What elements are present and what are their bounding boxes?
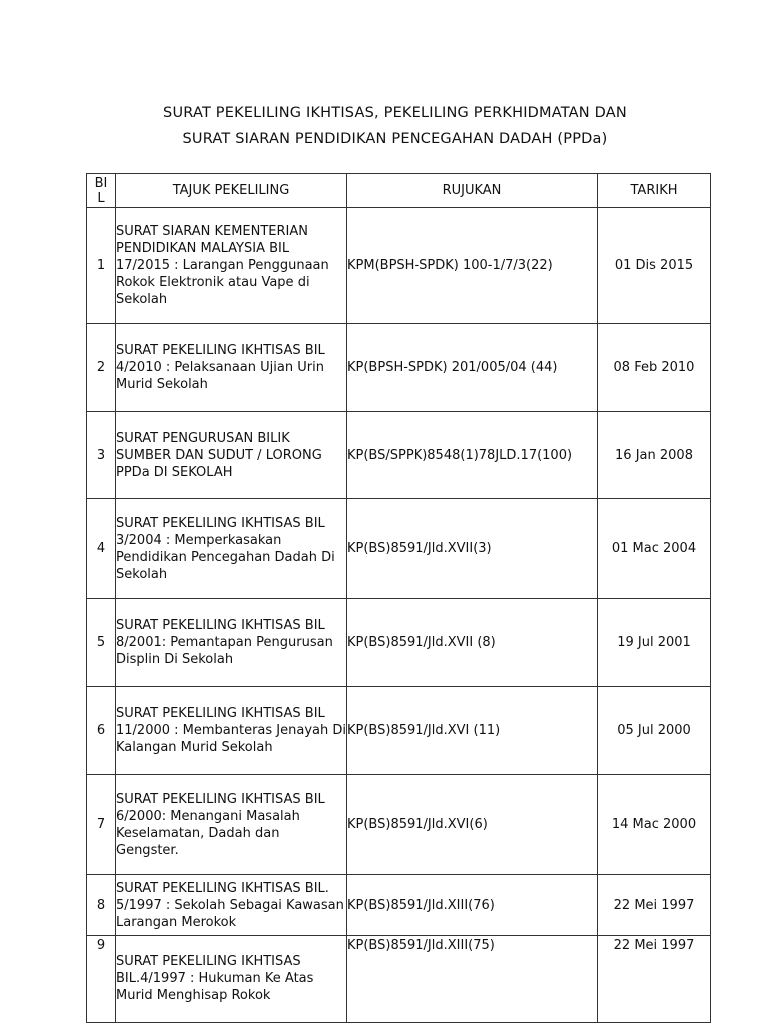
table-row bbox=[87, 936, 711, 1023]
cell-bil: 9 bbox=[87, 936, 116, 1023]
cell-bil: 8 bbox=[87, 875, 116, 936]
circulars-table bbox=[86, 173, 711, 1023]
header-bil bbox=[87, 174, 116, 208]
table-row bbox=[87, 324, 711, 412]
cell-tarikh: 05 Jul 2000 bbox=[598, 687, 711, 775]
cell-tarikh: 01 Dis 2015 bbox=[598, 208, 711, 324]
table-header-row bbox=[87, 174, 711, 208]
table-row bbox=[87, 412, 711, 499]
cell-tajuk: SURAT PEKELILING IKHTISAS BIL 4/2010 : Pelaksanaan Ujian Urin Murid Sekolah bbox=[116, 324, 347, 412]
table-row bbox=[87, 687, 711, 775]
header-tajuk: TAJUK PEKELILING bbox=[116, 174, 347, 208]
table-row bbox=[87, 208, 711, 324]
cell-tarikh: 22 Mei 1997 bbox=[598, 936, 711, 1023]
cell-rujukan: KP(BS)8591/Jld.XVII(3) bbox=[347, 499, 598, 599]
cell-tarikh: 14 Mac 2000 bbox=[598, 775, 711, 875]
cell-rujukan: KPM(BPSH-SPDK) 100-1/7/3(22) bbox=[347, 208, 598, 324]
cell-rujukan: KP(BS)8591/Jld.XIII(76) bbox=[347, 875, 598, 936]
header-tarikh: TARIKH bbox=[598, 174, 711, 208]
cell-bil: 5 bbox=[87, 599, 116, 687]
document-title bbox=[0, 100, 768, 152]
cell-rujukan: KP(BS)8591/Jld.XIII(75) bbox=[347, 936, 598, 1023]
cell-bil: 7 bbox=[87, 775, 116, 875]
table-row bbox=[87, 775, 711, 875]
cell-tajuk: SURAT PEKELILING IKHTISAS BIL 3/2004 : Memperkasakan Pendidikan Pencegahan Dadah Di Sekolah bbox=[116, 499, 347, 599]
cell-tarikh: 22 Mei 1997 bbox=[598, 875, 711, 936]
cell-tajuk: SURAT PENGURUSAN BILIK SUMBER DAN SUDUT / LORONG PPDa DI SEKOLAH bbox=[116, 412, 347, 499]
cell-tajuk: SURAT SIARAN KEMENTERIAN PENDIDIKAN MALAYSIA BIL 17/2015 : Larangan Penggunaan Rokok Elektronik atau Vape di Sekolah bbox=[116, 208, 347, 324]
cell-bil: 6 bbox=[87, 687, 116, 775]
cell-tajuk: SURAT PEKELILING IKHTISAS BIL. 5/1997 : Sekolah Sebagai Kawasan Larangan Merokok bbox=[116, 875, 347, 936]
cell-rujukan: KP(BS/SPPK)8548(1)78JLD.17(100) bbox=[347, 412, 598, 499]
cell-bil: 4 bbox=[87, 499, 116, 599]
table-row bbox=[87, 875, 711, 936]
cell-rujukan: KP(BPSH-SPDK) 201/005/04 (44) bbox=[347, 324, 598, 412]
cell-tajuk: SURAT PEKELILING IKHTISAS BIL 11/2000 : Membanteras Jenayah Di Kalangan Murid Sekolah bbox=[116, 687, 347, 775]
cell-tajuk: SURAT PEKELILING IKHTISAS BIL 8/2001: Pemantapan Pengurusan Displin Di Sekolah bbox=[116, 599, 347, 687]
cell-tajuk: SURAT PEKELILING IKHTISAS BIL.4/1997 : Hukuman Ke Atas Murid Menghisap Rokok bbox=[116, 936, 347, 1023]
title-line-1: SURAT PEKELILING IKHTISAS, PEKELILING PERKHIDMATAN DAN bbox=[163, 105, 627, 121]
header-bil-line-2: L bbox=[97, 190, 105, 206]
cell-bil: 1 bbox=[87, 208, 116, 324]
cell-tarikh: 19 Jul 2001 bbox=[598, 599, 711, 687]
cell-tarikh: 08 Feb 2010 bbox=[598, 324, 711, 412]
header-rujukan: RUJUKAN bbox=[347, 174, 598, 208]
header-bil-line-1: BI bbox=[94, 175, 108, 191]
cell-bil: 3 bbox=[87, 412, 116, 499]
cell-rujukan: KP(BS)8591/Jld.XVI(6) bbox=[347, 775, 598, 875]
table-row bbox=[87, 599, 711, 687]
table-row bbox=[87, 499, 711, 599]
cell-rujukan: KP(BS)8591/Jld.XVI (11) bbox=[347, 687, 598, 775]
cell-bil: 2 bbox=[87, 324, 116, 412]
title-line-2: SURAT SIARAN PENDIDIKAN PENCEGAHAN DADAH (PPDa) bbox=[182, 131, 608, 147]
cell-tajuk: SURAT PEKELILING IKHTISAS BIL 6/2000: Menangani Masalah Keselamatan, Dadah dan Gengster. bbox=[116, 775, 347, 875]
cell-tarikh: 16 Jan 2008 bbox=[598, 412, 711, 499]
cell-rujukan: KP(BS)8591/Jld.XVII (8) bbox=[347, 599, 598, 687]
cell-tarikh: 01 Mac 2004 bbox=[598, 499, 711, 599]
